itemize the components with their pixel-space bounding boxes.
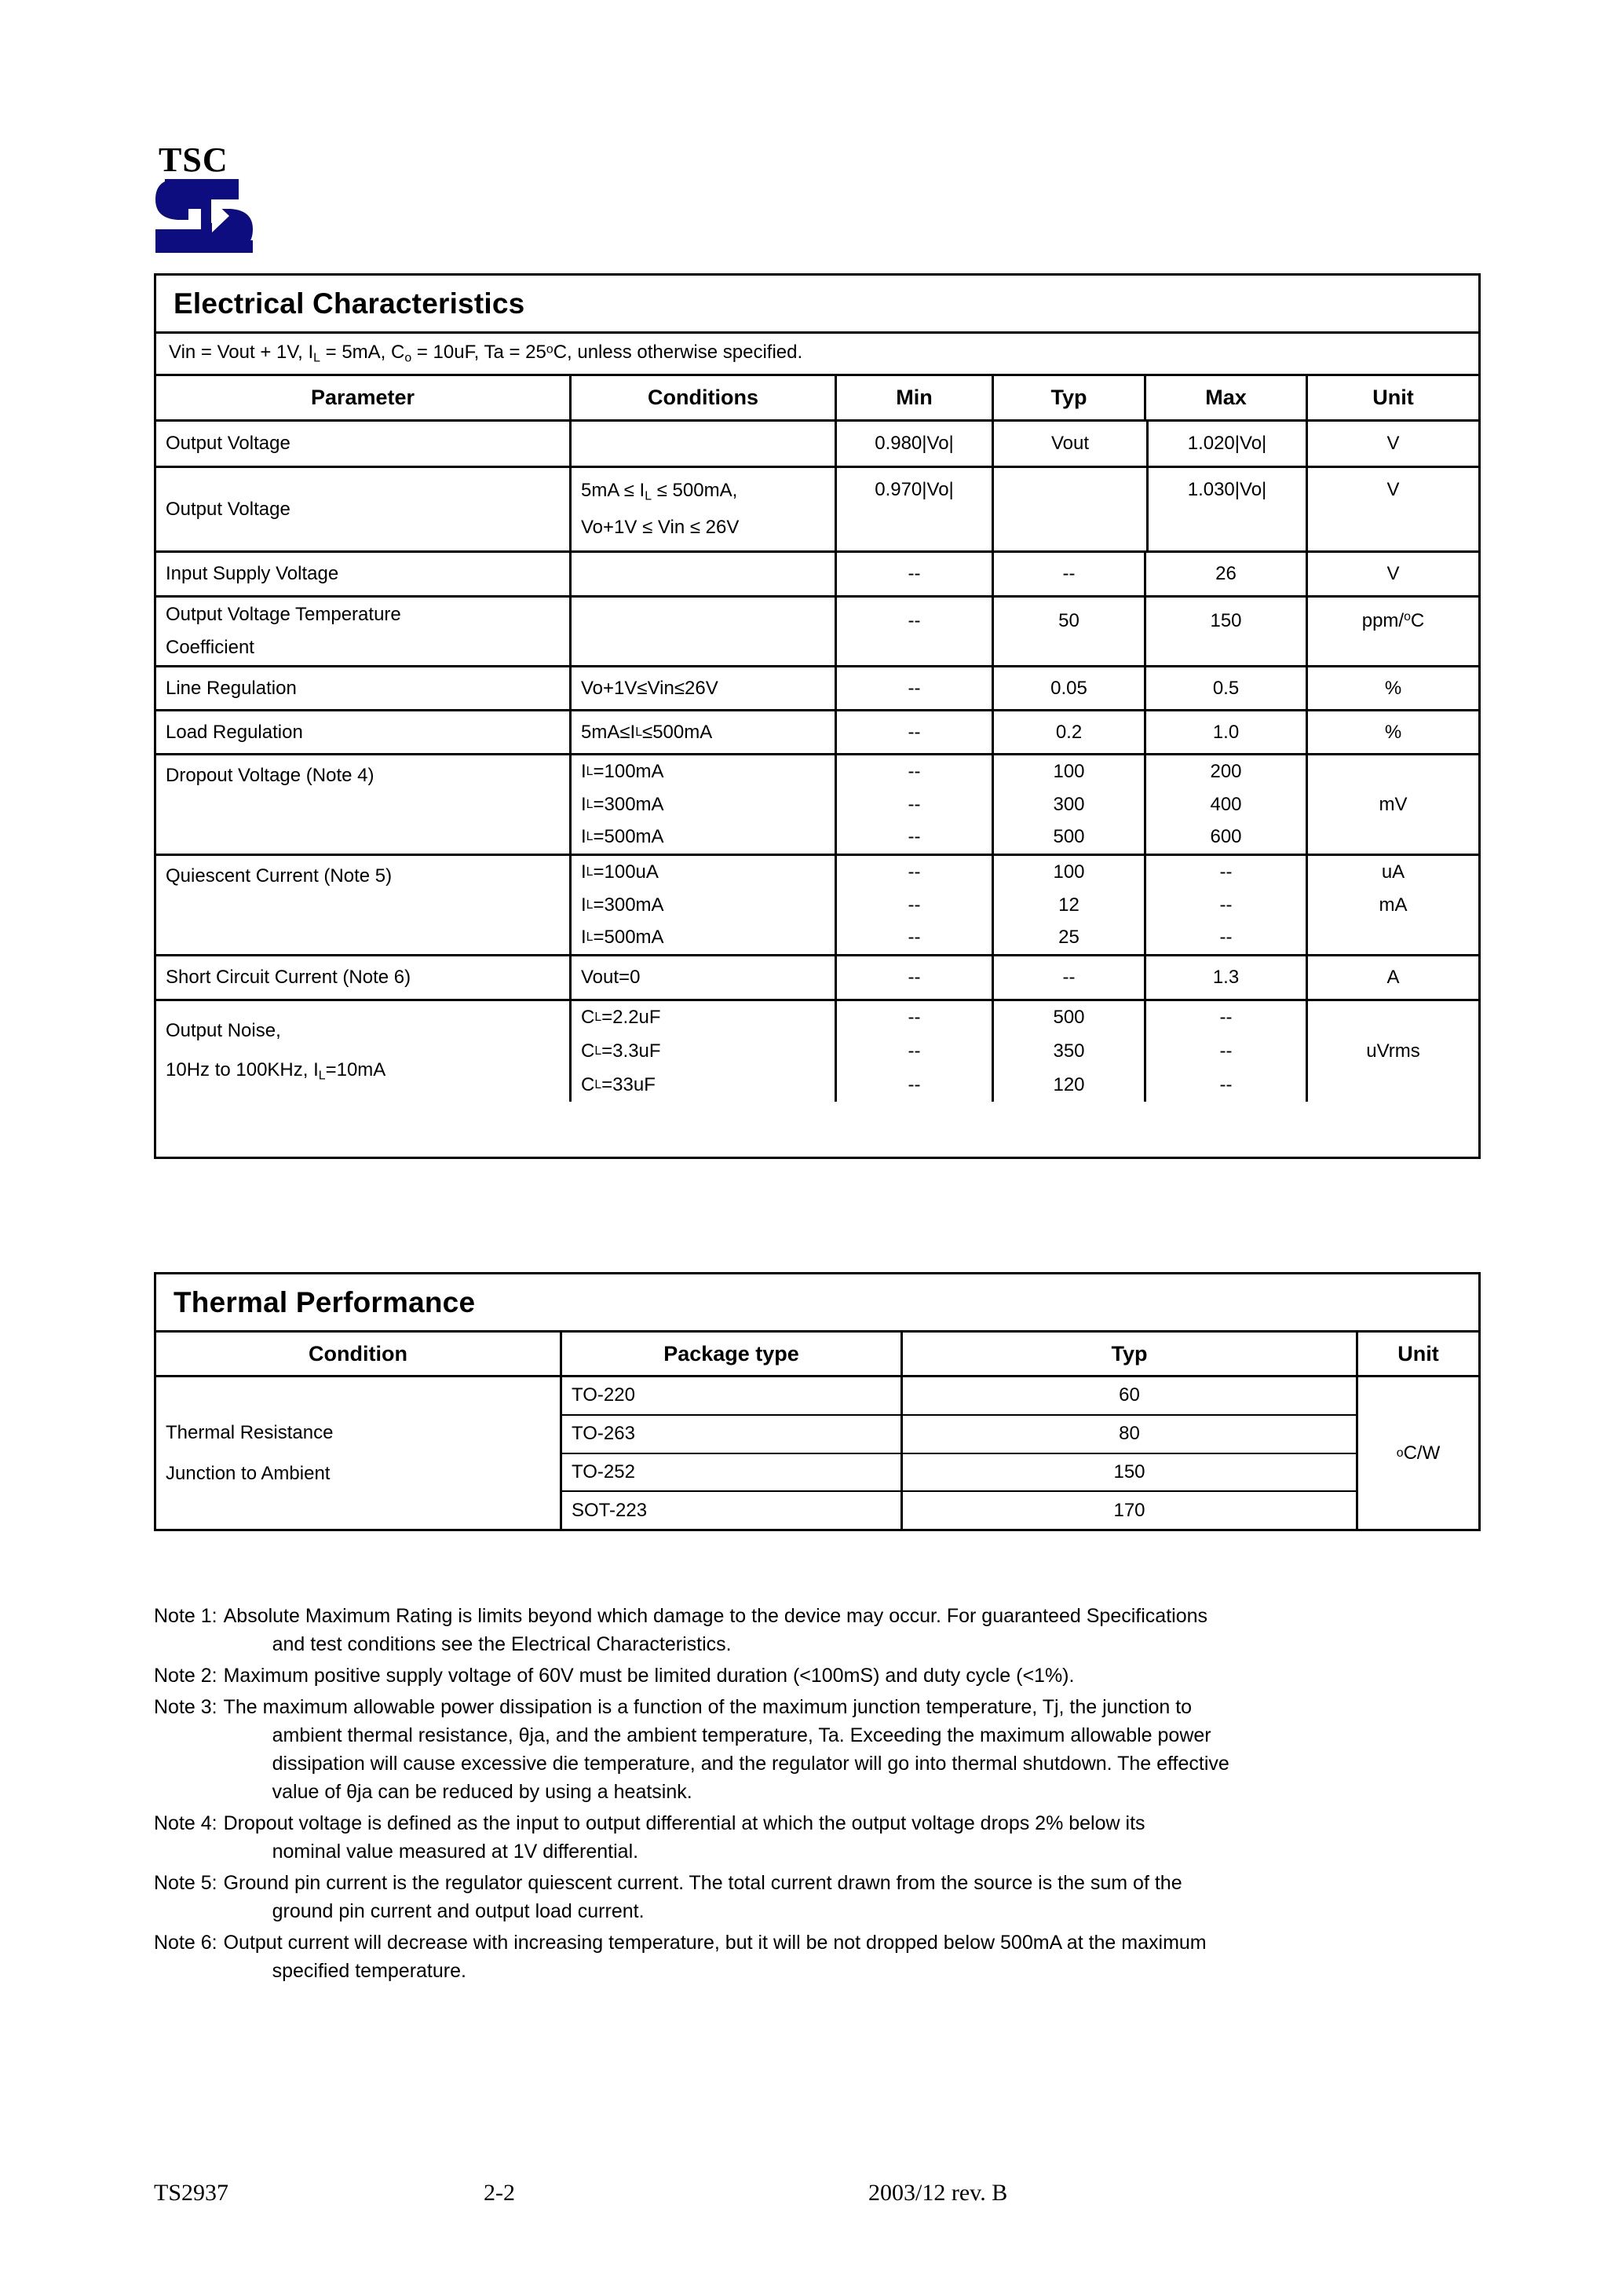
typ-subrow: 120: [1053, 1073, 1085, 1095]
table-row: [156, 956, 1478, 1001]
conditions-subrow: I L =100uA: [581, 861, 659, 883]
note-body: [224, 1869, 1481, 1925]
cell-max-stack: [1146, 755, 1308, 854]
max-subrow: --: [1219, 861, 1233, 883]
electrical-conditions-text: Vin = Vout + 1V, $I_L = 5mA$, $C_o = 10uF$, $Ta = 25^oC$, unless otherwise specified.: [169, 342, 803, 365]
unit-subrow: mA: [1379, 894, 1408, 916]
note-label: Note 5:: [154, 1872, 217, 1894]
parameter-line-2: Coefficient: [166, 637, 254, 658]
cell-parameter: Output Voltage: [156, 468, 572, 550]
table-row: [156, 598, 1478, 667]
typ-subrow: 100: [1053, 861, 1085, 883]
conditions-subrow: C L =3.3uF: [581, 1040, 661, 1062]
min-subrow: --: [908, 1040, 921, 1062]
cell-min: --: [837, 598, 994, 665]
cell-typ-stack: [903, 1377, 1358, 1529]
conditions-subrow: I L =100mA: [581, 760, 664, 782]
thermal-header-row: [156, 1333, 1478, 1377]
cell-min: 0.980|Vo|: [837, 422, 994, 466]
tsc-logo: [154, 143, 287, 261]
cell-conditions: 5mA ≤ I L ≤ 500mA: [572, 711, 837, 753]
table-row: [156, 856, 1478, 956]
cell-unit: uVrms: [1366, 1040, 1420, 1062]
typ-subrow: 25: [1058, 927, 1080, 949]
conditions-subrow: I L =300mA: [581, 793, 664, 815]
package-subrow: TO-220: [562, 1377, 901, 1416]
footer-revision: 2003/12 rev. B: [868, 2180, 1008, 2206]
column-header-typ: Typ: [994, 376, 1146, 419]
typ-subrow: 100: [1053, 760, 1085, 782]
max-subrow: --: [1219, 1073, 1233, 1095]
note-body: [224, 1929, 1481, 1985]
note-body: [224, 1693, 1481, 1806]
cell-condition: [156, 1377, 562, 1529]
conditions-subrow: I L =500mA: [581, 927, 664, 949]
cell-max: 1.030|Vo|: [1146, 468, 1308, 550]
package-subrow: SOT-223: [572, 1499, 648, 1521]
typ-subrow: 60: [903, 1377, 1356, 1416]
unit-subrow: uA: [1381, 861, 1405, 883]
cell-package-stack: [562, 1377, 903, 1529]
note-6: [154, 1929, 1481, 1985]
table-row: [156, 553, 1478, 598]
min-subrow: --: [908, 1073, 921, 1095]
note-label: Note 3:: [154, 1696, 217, 1718]
cell-conditions: Vout=0: [572, 956, 837, 999]
cell-max-stack: [1146, 856, 1308, 954]
min-subrow: --: [908, 861, 921, 883]
cell-max: 1.3: [1146, 956, 1308, 999]
max-subrow: --: [1219, 1040, 1233, 1062]
conditions-subrow: C L =2.2uF: [581, 1007, 661, 1029]
max-subrow: --: [1219, 1007, 1233, 1029]
package-subrow: TO-263: [562, 1416, 901, 1454]
thermal-title: Thermal Performance: [174, 1285, 476, 1318]
conditions-subrow: I L =300mA: [581, 894, 664, 916]
cell-max: 0.5: [1146, 667, 1308, 709]
max-subrow: 400: [1210, 793, 1242, 815]
unit-subrow: [1308, 921, 1478, 954]
min-subrow: --: [908, 894, 921, 916]
cell-parameter: [156, 1001, 572, 1102]
note-line: nominal value measured at 1V differential.: [272, 1841, 639, 1863]
note-line: specified temperature.: [272, 1960, 466, 1982]
cell-parameter: Load Regulation: [156, 711, 572, 753]
cell-min-stack: [837, 755, 994, 854]
logo-wordmark: TSC: [159, 141, 228, 179]
note-line: The maximum allowable power dissipation is a function of the maximum junction temperature, Tj, the junction to: [223, 1696, 1193, 1718]
cell-typ-stack: [994, 1001, 1146, 1102]
cell-typ: 0.05: [994, 667, 1146, 709]
note-label: Note 2:: [154, 1665, 217, 1687]
electrical-characteristics-table: [154, 273, 1481, 1159]
cell-conditions-stack: [572, 856, 837, 954]
notes-section: [154, 1602, 1481, 1988]
electrical-header-row: [156, 376, 1478, 422]
note-line: Dropout voltage is defined as the input to output differential at which the output voltage drops 2% below its: [223, 1812, 1145, 1834]
cell-unit: ppm/ $^o$ C: [1361, 610, 1425, 631]
table-row: [156, 1001, 1478, 1102]
max-subrow: 200: [1210, 760, 1242, 782]
conditions-line-2: Vo+1V ≤ Vin ≤ 26V: [581, 516, 740, 538]
cell-min: 0.970|Vo|: [837, 468, 994, 550]
column-header-condition: Condition: [156, 1333, 562, 1375]
cell-typ: --: [994, 956, 1146, 999]
column-header-max: Max: [1146, 376, 1308, 419]
cell-typ: --: [994, 553, 1146, 595]
max-subrow: 600: [1210, 826, 1242, 848]
typ-subrow: 80: [903, 1416, 1356, 1454]
cell-unit: V: [1386, 479, 1400, 500]
note-line: and test conditions see the Electrical Characteristics.: [272, 1633, 732, 1655]
conditions-subrow: C L =33uF: [581, 1073, 656, 1095]
cell-conditions: [572, 598, 837, 665]
cell-unit: V: [1386, 563, 1400, 584]
typ-subrow: 500: [1053, 1007, 1085, 1029]
tsc-logo-mark-icon: [154, 179, 254, 256]
note-label: Note 6:: [154, 1932, 217, 1954]
note-body: [224, 1809, 1481, 1866]
min-subrow: --: [908, 1007, 921, 1029]
cell-conditions: [572, 553, 837, 595]
note-line: Maximum positive supply voltage of 60V must be limited duration (<100mS) and duty cycle (<1%).: [223, 1665, 1075, 1687]
typ-subrow: 300: [1053, 793, 1085, 815]
typ-subrow: 500: [1053, 826, 1085, 848]
conditions-line-1: $5mA \le I_L \le 500mA$,: [581, 480, 738, 503]
conditions-subrow: I L =500mA: [581, 826, 664, 848]
cell-typ-stack: [994, 856, 1146, 954]
note-5: [154, 1869, 1481, 1925]
cell-conditions-stack: [572, 755, 837, 854]
cell-parameter: Quiescent Current (Note 5): [156, 856, 572, 954]
table-row: [156, 422, 1478, 468]
condition-line-1: Thermal Resistance: [166, 1421, 334, 1443]
note-1: [154, 1602, 1481, 1658]
cell-typ: Vout: [1050, 433, 1090, 454]
parameter-line-2: 10Hz to 100KHz, $I_L=10mA$: [166, 1058, 386, 1083]
cell-conditions: [572, 422, 837, 466]
note-3: [154, 1693, 1481, 1806]
cell-parameter: Input Supply Voltage: [156, 553, 572, 595]
footer-page-number: 2-2: [484, 2180, 515, 2206]
cell-parameter: Output Voltage: [156, 422, 572, 466]
note-body: [224, 1602, 1481, 1658]
thermal-title-band: [156, 1274, 1478, 1333]
cell-parameter: Dropout Voltage (Note 4): [156, 755, 572, 854]
column-header-unit: Unit: [1372, 386, 1414, 409]
column-header-typ: Typ: [903, 1333, 1358, 1375]
condition-line-2: Junction to Ambient: [166, 1462, 331, 1484]
cell-conditions-stack: [572, 1001, 837, 1102]
cell-conditions: [572, 468, 837, 550]
cell-unit: %: [1384, 677, 1402, 699]
cell-max: 1.0: [1146, 711, 1308, 753]
cell-unit: V: [1386, 433, 1400, 454]
typ-subrow: 12: [1058, 894, 1080, 916]
table-row: [156, 755, 1478, 856]
cell-conditions: Vo+1V ≤ Vin ≤ 26V: [572, 667, 837, 709]
max-subrow: --: [1219, 927, 1233, 949]
cell-max: 1.020|Vo|: [1146, 422, 1308, 466]
cell-parameter: [156, 598, 572, 665]
min-subrow: --: [908, 793, 921, 815]
typ-subrow: 350: [1053, 1040, 1085, 1062]
max-subrow: --: [1219, 894, 1233, 916]
cell-typ: 50: [994, 598, 1146, 665]
min-subrow: --: [908, 826, 921, 848]
cell-min: --: [837, 667, 994, 709]
typ-subrow: 150: [903, 1454, 1356, 1493]
electrical-conditions-row: [156, 334, 1478, 376]
min-subrow: --: [908, 927, 921, 949]
column-header-package-type: Package type: [562, 1333, 903, 1375]
table-row: [156, 667, 1478, 711]
cell-max-stack: [1146, 1001, 1308, 1102]
cell-unit-stack: [1308, 856, 1478, 954]
cell-parameter: Line Regulation: [156, 667, 572, 709]
cell-max: 26: [1146, 553, 1308, 595]
parameter-line-1: Output Noise,: [166, 1019, 281, 1041]
note-2: [154, 1662, 1481, 1690]
cell-min-stack: [837, 856, 994, 954]
note-line: ground pin current and output load current.: [272, 1900, 645, 1922]
note-line: ambient thermal resistance, θja, and the ambient temperature, Ta. Exceeding the maximum allowable power: [272, 1724, 1211, 1746]
min-subrow: --: [908, 760, 921, 782]
cell-min: --: [837, 956, 994, 999]
cell-unit: mV: [1379, 793, 1408, 815]
table-row: [156, 711, 1478, 755]
note-line: Absolute Maximum Rating is limits beyond which damage to the device may occur. For guaranteed Specifications: [223, 1605, 1208, 1627]
cell-parameter: Short Circuit Current (Note 6): [156, 956, 572, 999]
cell-min: --: [837, 711, 994, 753]
cell-min: --: [837, 553, 994, 595]
page-footer: [154, 2180, 1481, 2206]
note-label: Note 4:: [154, 1812, 217, 1834]
cell-unit: %: [1384, 721, 1402, 743]
column-header-unit: Unit: [1397, 1341, 1439, 1366]
thermal-body-row: [156, 1377, 1478, 1529]
note-line: Output current will decrease with increasing temperature, but it will be not dropped below 500mA at the maximum: [223, 1932, 1207, 1954]
note-line: dissipation will cause excessive die temperature, and the regulator will go into thermal shutdown. The effective: [272, 1753, 1229, 1775]
column-header-conditions: Conditions: [572, 376, 837, 419]
note-line: value of θja can be reduced by using a heatsink.: [272, 1781, 692, 1803]
note-label: Note 1:: [154, 1605, 217, 1627]
note-line: Ground pin current is the regulator quiescent current. The total current drawn from the source is the sum of the: [223, 1872, 1182, 1894]
cell-typ: [994, 468, 1146, 550]
cell-typ-stack: [994, 755, 1146, 854]
electrical-title: Electrical Characteristics: [174, 287, 525, 320]
cell-unit: o C/W: [1396, 1442, 1441, 1464]
thermal-performance-table: [154, 1272, 1481, 1531]
column-header-min: Min: [837, 376, 994, 419]
package-subrow: TO-252: [562, 1454, 901, 1493]
table-row: [156, 468, 1478, 553]
cell-min-stack: [837, 1001, 994, 1102]
note-4: [154, 1809, 1481, 1866]
column-header-parameter: Parameter: [156, 376, 572, 419]
footer-part-number: TS2937: [154, 2180, 229, 2206]
parameter-line-1: Output Voltage Temperature: [166, 604, 401, 625]
cell-typ: 0.2: [994, 711, 1146, 753]
note-body: [224, 1662, 1481, 1690]
cell-max: 150: [1146, 598, 1308, 665]
typ-subrow: 170: [1113, 1499, 1145, 1521]
electrical-title-band: [156, 276, 1478, 334]
cell-unit: A: [1386, 967, 1400, 988]
